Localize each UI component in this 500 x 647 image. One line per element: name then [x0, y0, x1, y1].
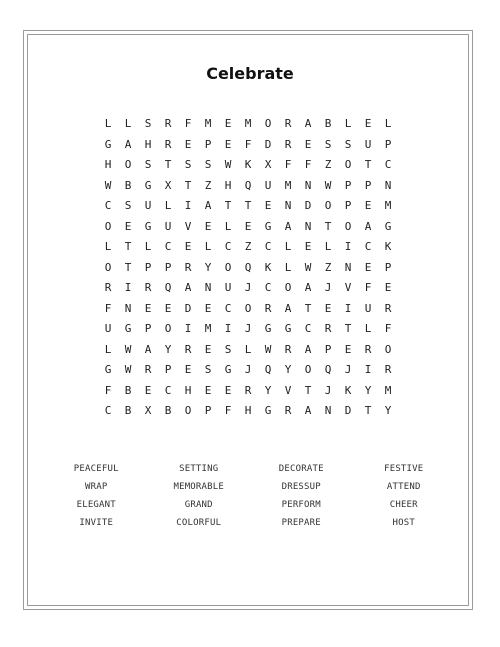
grid-cell: L [104, 342, 112, 356]
grid-cell: B [124, 178, 132, 192]
grid-cell: S [344, 137, 352, 151]
grid-cell: T [224, 199, 232, 212]
grid-cell: G [384, 219, 392, 233]
grid-cell: N [204, 281, 212, 294]
grid-cell: C [304, 322, 312, 335]
grid-cell: C [164, 240, 172, 253]
grid-cell: T [244, 199, 252, 212]
grid-cell: Y [204, 260, 212, 274]
grid-cell: Q [164, 281, 172, 294]
grid-cell: E [264, 199, 272, 212]
grid-cell: R [324, 322, 332, 335]
grid-cell: I [364, 363, 372, 376]
grid-cell: N [324, 404, 332, 417]
grid-cell: T [124, 240, 132, 253]
grid-cell: P [164, 363, 172, 376]
word-list-item: CHEER [389, 500, 418, 510]
grid-cell: O [224, 260, 232, 274]
grid-cell: L [284, 260, 292, 274]
grid-cell: R [184, 342, 192, 356]
grid-cell: S [324, 137, 332, 151]
grid-cell: P [144, 322, 152, 335]
grid-cell: S [204, 158, 212, 171]
grid-cell: U [144, 199, 152, 212]
word-list-item: ATTEND [386, 482, 421, 492]
grid-cell: O [164, 322, 172, 335]
grid-cell: W [124, 342, 132, 356]
grid-cell: G [104, 363, 112, 376]
grid-cell: C [164, 383, 172, 397]
grid-cell: D [304, 199, 312, 212]
grid-cell: Q [244, 260, 252, 274]
grid-cell: N [304, 219, 312, 233]
grid-cell: E [184, 137, 192, 151]
grid-cell: T [184, 178, 192, 192]
grid-cell: M [384, 199, 392, 212]
grid-cell: V [184, 219, 192, 233]
grid-cell: O [304, 363, 312, 376]
grid-cell: E [204, 301, 212, 315]
grid-cell: M [284, 178, 292, 192]
grid-cell: Y [264, 383, 272, 397]
grid-cell: P [204, 404, 212, 417]
grid-cell: I [224, 322, 232, 335]
grid-cell: E [124, 219, 132, 233]
grid-cell: F [364, 281, 372, 294]
grid-cell: T [324, 219, 332, 233]
grid-cell: O [124, 158, 132, 171]
grid-cell: O [344, 219, 352, 233]
grid-cell: L [144, 240, 152, 253]
grid-cell: E [304, 137, 312, 151]
grid-cell: C [384, 158, 392, 171]
grid-cell: I [184, 322, 192, 335]
grid-cell: E [384, 281, 392, 294]
grid-cell: S [124, 199, 132, 212]
grid-cell: Y [164, 342, 172, 356]
grid-cell: G [264, 404, 272, 417]
grid-cell: J [344, 363, 352, 376]
grid-cell: G [144, 219, 152, 233]
grid-cell: E [204, 219, 212, 233]
grid-cell: C [104, 404, 112, 417]
grid-cell: I [124, 281, 132, 294]
grid-cell: Q [244, 178, 252, 192]
grid-cell: A [184, 281, 192, 294]
grid-cell: C [104, 199, 112, 212]
grid-cell: A [124, 137, 132, 151]
grid-cell: Z [204, 178, 212, 192]
grid-cell: H [104, 158, 112, 171]
grid-cell: L [284, 240, 292, 253]
grid-cell: T [344, 322, 352, 335]
word-list [45, 460, 455, 532]
grid-cell: L [224, 219, 232, 233]
grid-cell: E [364, 117, 372, 130]
grid-cell: N [124, 301, 132, 315]
grid-cell: T [304, 301, 312, 315]
grid-cell: V [284, 383, 292, 397]
grid-cell: Z [324, 158, 332, 171]
grid-cell: G [144, 178, 152, 192]
grid-cell: F [284, 158, 292, 171]
word-list-item: SETTING [179, 464, 219, 474]
grid-cell: G [284, 322, 292, 335]
grid-cell: S [144, 117, 152, 130]
grid-cell: L [124, 117, 132, 130]
grid-cell: L [164, 199, 172, 212]
grid-cell: K [244, 158, 252, 171]
grid-cell: H [144, 137, 152, 151]
grid-cell: Q [264, 363, 272, 376]
grid-cell: P [344, 178, 352, 192]
grid-cell: O [264, 117, 272, 130]
grid-cell: A [284, 301, 292, 315]
grid-cell: G [264, 322, 272, 335]
grid-cell: I [344, 301, 352, 315]
grid-cell: N [304, 178, 312, 192]
grid-cell: T [124, 260, 132, 274]
grid-cell: N [344, 260, 352, 274]
grid-cell: F [244, 137, 252, 151]
grid-cell: O [184, 404, 192, 417]
grid-cell: G [124, 322, 132, 335]
grid-cell: L [204, 240, 212, 253]
grid-cell: P [164, 260, 172, 274]
word-list-item: ELEGANT [76, 500, 116, 510]
word-list-item: DRESSUP [281, 482, 321, 492]
grid-cell: P [384, 137, 392, 151]
grid-cell: B [164, 404, 172, 417]
grid-cell: N [384, 178, 392, 192]
grid-cell: L [324, 240, 332, 253]
grid-cell: A [284, 219, 292, 233]
grid-cell: L [344, 117, 352, 130]
grid-cell: J [324, 281, 332, 294]
grid-cell: O [104, 260, 112, 274]
grid-cell: B [324, 117, 332, 130]
grid-cell: P [344, 199, 352, 212]
grid-cell: U [224, 281, 232, 294]
grid-cell: O [284, 281, 292, 294]
grid-cell: F [224, 404, 232, 417]
grid-cell: G [264, 219, 272, 233]
grid-cell: R [284, 117, 292, 130]
grid-cell: J [244, 363, 252, 376]
grid-cell: S [184, 158, 192, 171]
grid-cell: A [304, 404, 312, 417]
grid-cell: C [364, 240, 372, 253]
grid-cell: J [244, 281, 252, 294]
word-list-item: MEMORABLE [173, 482, 225, 492]
word-list-item: WRAP [85, 482, 108, 492]
word-list-item: PERFORM [281, 500, 321, 510]
grid-cell: E [364, 199, 372, 212]
grid-cell: U [104, 322, 112, 335]
grid-cell: P [204, 137, 212, 151]
grid-cell: A [364, 219, 372, 233]
grid-cell: N [284, 199, 292, 212]
grid-cell: A [304, 281, 312, 294]
grid-cell: R [284, 404, 292, 417]
grid-cell: M [204, 322, 212, 335]
grid-cell: H [224, 178, 232, 192]
grid-cell: E [304, 240, 312, 253]
grid-cell: O [104, 219, 112, 233]
grid-cell: E [324, 301, 332, 315]
grid-cell: T [304, 383, 312, 397]
grid-cell: C [224, 301, 232, 315]
grid-cell: E [164, 301, 172, 315]
grid-cell: P [364, 178, 372, 192]
grid-cell: E [184, 240, 192, 253]
grid-cell: E [344, 342, 352, 356]
grid-cell: F [304, 158, 312, 171]
grid-cell: W [324, 178, 332, 192]
grid-cell: Z [244, 240, 252, 253]
grid-cell: M [204, 117, 212, 130]
grid-cell: T [364, 158, 372, 171]
grid-cell: O [344, 158, 352, 171]
grid-cell: Z [324, 260, 332, 274]
grid-cell: T [364, 404, 372, 417]
grid-cell: M [384, 383, 392, 397]
grid-cell: W [264, 342, 272, 356]
grid-cell: U [164, 219, 172, 233]
word-list-item: FESTIVE [384, 464, 424, 474]
grid-cell: R [284, 137, 292, 151]
grid-cell: E [224, 383, 232, 397]
grid-cell: R [384, 363, 392, 376]
word-list-item: GRAND [184, 500, 213, 510]
grid-cell: G [224, 363, 232, 376]
grid-cell: R [384, 301, 392, 315]
grid-cell: R [144, 281, 152, 294]
grid-cell: W [224, 158, 232, 171]
grid-cell: E [224, 117, 232, 130]
grid-cell: P [324, 342, 332, 356]
grid-cell: H [244, 404, 252, 417]
grid-cell: E [144, 301, 152, 315]
grid-cell: X [144, 404, 152, 417]
grid-cell: O [244, 301, 252, 315]
grid-cell: U [364, 137, 372, 151]
grid-cell: R [164, 117, 172, 130]
grid-cell: E [204, 383, 212, 397]
grid-cell: L [104, 240, 112, 253]
grid-cell: I [344, 240, 352, 253]
grid-cell: F [384, 322, 392, 335]
word-list-item: COLORFUL [176, 518, 222, 528]
grid-cell: S [204, 363, 212, 376]
grid-cell: A [144, 342, 152, 356]
grid-cell: F [104, 383, 112, 397]
puzzle-title: Celebrate [206, 64, 294, 83]
grid-cell: R [364, 342, 372, 356]
grid-cell: B [124, 404, 132, 417]
grid-cell: E [204, 342, 212, 356]
grid-cell: E [244, 219, 252, 233]
grid-cell: R [264, 301, 272, 315]
word-list-item: HOST [392, 518, 415, 528]
grid-cell: E [364, 260, 372, 274]
grid-cell: F [104, 301, 112, 315]
grid-cell: J [324, 383, 332, 397]
grid-cell: J [244, 322, 252, 335]
grid-cell: L [364, 322, 372, 335]
letter-grid [98, 114, 398, 422]
grid-cell: D [264, 137, 272, 151]
grid-cell: U [364, 301, 372, 315]
grid-cell: H [184, 383, 192, 397]
grid-cell: X [264, 158, 272, 171]
grid-cell: A [204, 199, 212, 212]
word-list-item: PREPARE [281, 518, 321, 528]
grid-cell: G [104, 137, 112, 151]
grid-cell: B [124, 383, 132, 397]
grid-cell: C [224, 240, 232, 253]
grid-cell: P [144, 260, 152, 274]
grid-cell: C [264, 281, 272, 294]
grid-cell: L [104, 117, 112, 130]
grid-cell: E [144, 383, 152, 397]
grid-cell: Q [324, 363, 332, 376]
grid-cell: C [264, 240, 272, 253]
grid-cell: V [344, 281, 352, 294]
grid-cell: K [344, 383, 352, 397]
grid-cell: Y [364, 383, 372, 397]
grid-cell: W [104, 178, 112, 192]
grid-cell: E [184, 363, 192, 376]
word-list-item: INVITE [79, 518, 114, 528]
grid-cell: K [264, 260, 272, 274]
grid-cell: I [184, 199, 192, 212]
grid-cell: L [384, 117, 392, 130]
grid-cell: O [384, 342, 392, 356]
grid-cell: F [184, 117, 192, 130]
grid-cell: Y [284, 363, 292, 376]
grid-cell: P [384, 260, 392, 274]
grid-cell: R [284, 342, 292, 356]
word-list-item: DECORATE [278, 464, 324, 474]
grid-cell: A [304, 117, 312, 130]
grid-cell: R [184, 260, 192, 274]
grid-cell: D [184, 301, 192, 315]
grid-cell: R [244, 383, 252, 397]
grid-cell: M [244, 117, 252, 130]
grid-cell: Y [384, 404, 392, 417]
grid-cell: E [224, 137, 232, 151]
grid-cell: R [104, 281, 112, 294]
grid-cell: K [384, 240, 392, 253]
grid-cell: W [124, 363, 132, 376]
grid-cell: W [304, 260, 312, 274]
grid-cell: O [324, 199, 332, 212]
word-list-item: PEACEFUL [73, 464, 119, 474]
grid-cell: S [144, 158, 152, 171]
grid-cell: T [164, 158, 172, 171]
grid-cell: R [164, 137, 172, 151]
grid-cell: L [244, 342, 252, 356]
grid-cell: U [264, 178, 272, 192]
grid-cell: D [344, 404, 352, 417]
grid-cell: R [144, 363, 152, 376]
grid-cell: A [304, 342, 312, 356]
grid-cell: S [224, 342, 232, 356]
grid-cell: X [164, 178, 172, 192]
